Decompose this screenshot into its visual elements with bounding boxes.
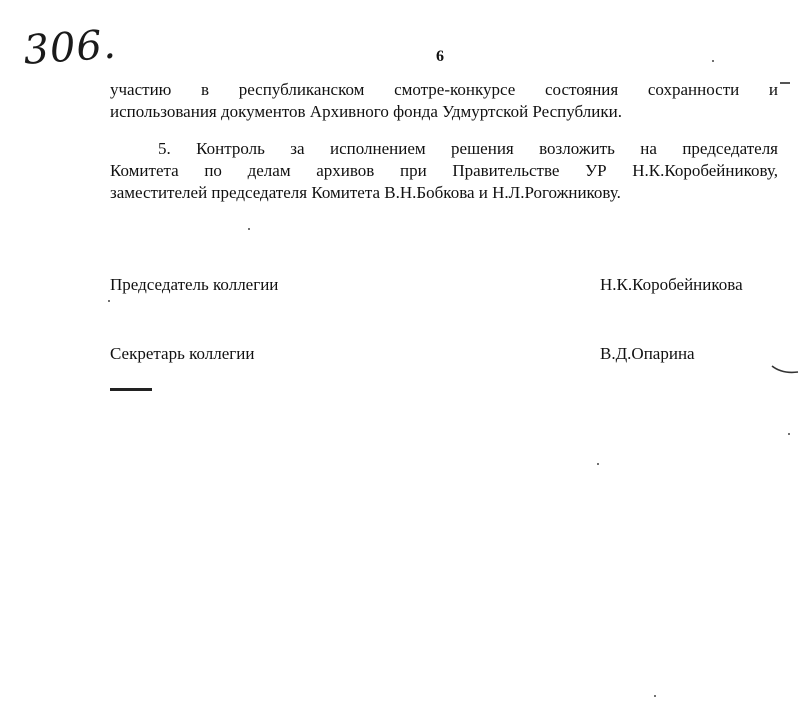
signature-role-chairman: Председатель коллегии — [110, 275, 279, 294]
scan-artifact-mark — [110, 388, 152, 391]
paragraph-5-line-3: заместителей председателя Комитета В.Н.Бобкова и Н.Л.Рогожникову. — [110, 183, 621, 202]
scan-dot — [248, 228, 250, 230]
page-number: 6 — [436, 48, 444, 65]
paragraph-continuation-line-2: использования документов Архивного фонда Удмуртской Республики. — [110, 102, 622, 121]
scan-dot — [108, 300, 110, 302]
signature-name-secretary: В.Д.Опарина — [600, 344, 695, 363]
margin-pen-stroke — [770, 352, 800, 378]
paragraph-5 — [110, 138, 778, 204]
handwritten-page-note: 306. — [22, 21, 119, 74]
scan-dot — [654, 695, 656, 697]
scan-dot — [788, 433, 790, 435]
margin-dash-mark — [780, 82, 790, 84]
paragraph-continuation-line-1: участию в республиканском смотре-конкурсе состояния сохранности и — [110, 80, 778, 99]
paragraph-5-line-2: Комитета по делам архивов при Правительстве УР Н.К.Коробейникову, — [110, 161, 778, 180]
signature-role-secretary: Секретарь коллегии — [110, 344, 255, 363]
paragraph-continuation — [110, 79, 778, 123]
scan-dot — [597, 463, 599, 465]
paragraph-5-line-1: 5. Контроль за исполнением решения возложить на председателя — [158, 139, 778, 158]
signature-name-chairman: Н.К.Коробейникова — [600, 275, 743, 294]
scan-dot — [712, 60, 714, 62]
